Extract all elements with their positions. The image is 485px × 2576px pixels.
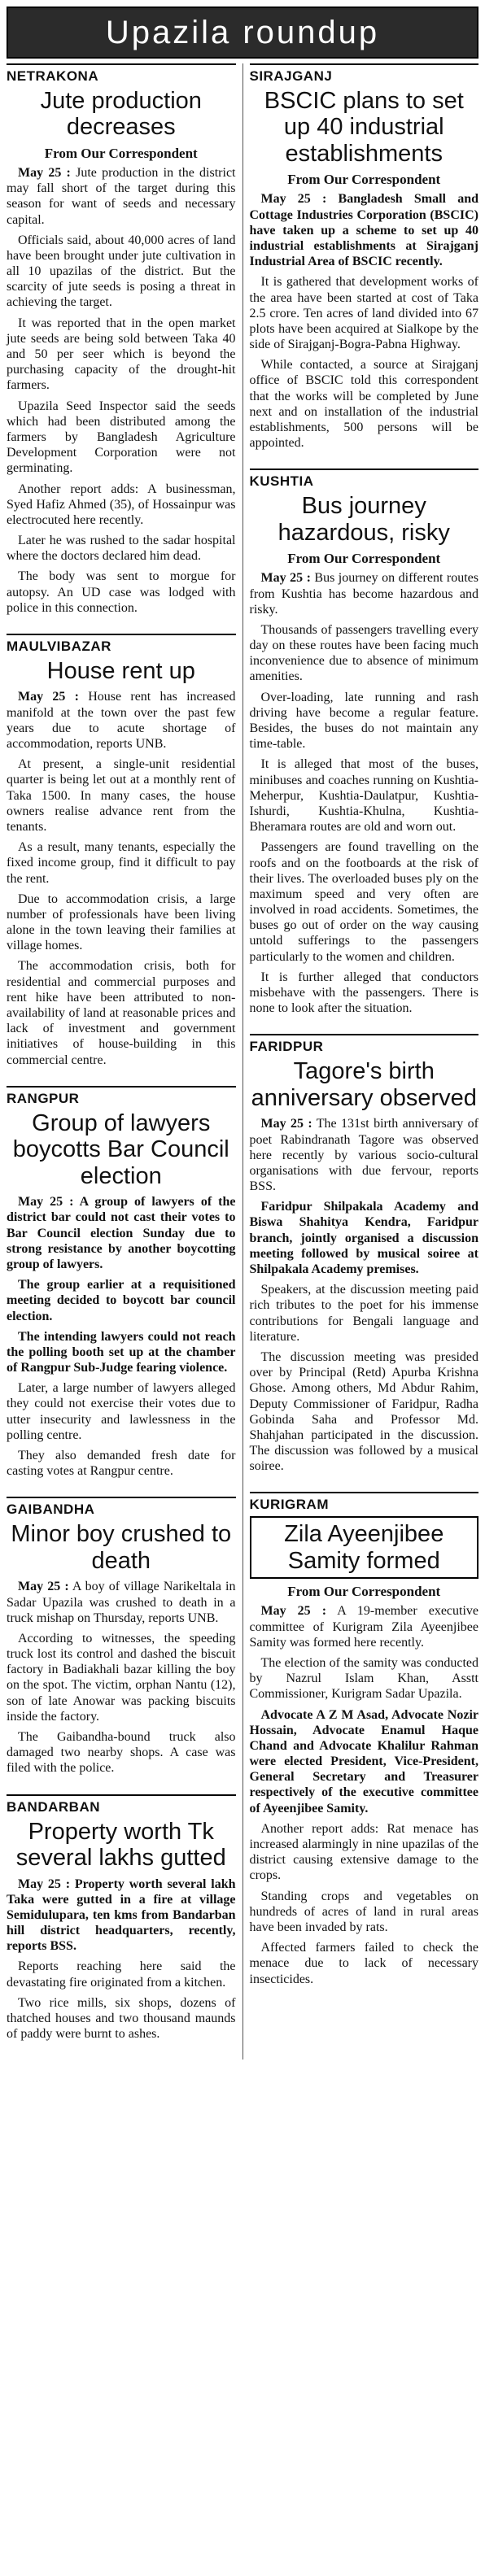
story-kurigram [250, 1492, 479, 1986]
byline: From Our Correspondent [287, 1584, 441, 1600]
headline: House rent up [46, 658, 195, 684]
headline: Jute production decreases [40, 88, 202, 141]
date-label: May 25 : [18, 1580, 69, 1594]
dateline: SIRAJGANJ [250, 63, 479, 85]
paragraph [7, 1380, 236, 1443]
headline: Zila Ayeenjibee Samity formed [250, 1516, 479, 1579]
paragraph [7, 958, 236, 1067]
newspaper-page [0, 7, 485, 2576]
paragraph-text: The accommodation crisis, both for residential and commercial purposes and rent hike have been attributed to non-availability of land at reasonable prices and lack of investment and government initiatives of house-building in this commercial centre. [7, 959, 236, 1067]
paragraph-text: A boy of village Narikeltala in Sadar Upazila was crushed to death in a truck mishap on Thursday, reports UNB. [7, 1580, 236, 1625]
paragraph [250, 1707, 479, 1816]
story-netrakona [7, 63, 236, 616]
paragraph-text: House rent has increased manifold at the town over the past few years due to acute shortage of accommodation, reports UNB. [7, 690, 236, 752]
paragraph-text: Passengers are found travelling on the roofs and on the footboards at the risk of their lives. The overloaded buses ply on the maximum speed and very often are involved in road accidents. Sometimes, the buses go out of order on the way causing untold sufferings to the passengers particularly to the women and children. [249, 840, 478, 964]
paragraph-text: Two rice mills, six shops, dozens of thatched houses and two thousand maunds of paddy were burnt to ashes. [7, 1995, 236, 2042]
paragraph-text: The election of the samity was conducted by Nazrul Islam Khan, Asstt Commissioner, Kurigram Sadar Upazila. [249, 1655, 478, 1702]
story-sirajganj [250, 63, 479, 451]
paragraph-text: Bus journey on different routes from Kushtia has become hazardous and risky. [249, 571, 478, 617]
date-label: May 25 : [260, 571, 311, 586]
paragraph [250, 970, 479, 1017]
paragraph [250, 1940, 479, 1987]
dateline: KURIGRAM [250, 1492, 479, 1513]
date-label: May 25 : [18, 165, 71, 180]
dateline: NETRAKONA [7, 63, 236, 85]
byline: From Our Correspondent [287, 172, 441, 188]
byline: From Our Correspondent [44, 145, 198, 161]
paragraph [7, 1729, 236, 1776]
dateline: GAIBANDHA [7, 1497, 236, 1518]
paragraph [7, 1277, 236, 1324]
dateline: RANGPUR [7, 1086, 236, 1107]
paragraph [7, 1876, 236, 1955]
paragraph [250, 1889, 479, 1936]
paragraph [250, 1282, 479, 1345]
paragraph [250, 570, 479, 617]
paragraph-text: It was reported that in the open market jute seeds are being sold between Taka 40 and 50 per seer which is beyond the purchasing capacity of the drought-hit farmers. [7, 316, 236, 393]
paragraph [7, 1448, 236, 1479]
paragraph [250, 1116, 479, 1194]
paragraph [7, 1959, 236, 1990]
paragraph [250, 1199, 479, 1277]
paragraph-text: It is further alleged that conductors misbehave with the passengers. There is none to look after the situation. [249, 970, 478, 1016]
paragraph-text: The group earlier at a requisitioned meeting decided to boycott bar council election. [7, 1278, 236, 1323]
paragraph [7, 569, 236, 616]
left-column [7, 63, 236, 2059]
story-rangpur [7, 1086, 236, 1480]
headline: Tagore's birth anniversary observed [251, 1058, 477, 1111]
paragraph [7, 482, 236, 529]
headline: BSCIC plans to set up 40 industrial establishments [264, 88, 464, 167]
paragraph-text: Affected farmers failed to check the menace due to lack of necessary insecticides. [249, 1941, 478, 1986]
paragraph-text: The 131st birth anniversary of poet Rabindranath Tagore was observed here recently by various socio-cultural organisations with due fervour, reports BSS. [249, 1117, 478, 1194]
date-label: May 25 : [260, 192, 327, 207]
date-label: May 25 : [18, 1876, 71, 1891]
date-label: May 25 : [18, 1195, 74, 1210]
paragraph-text: Due to accommodation crisis, a large number of professionals have been living alone in the town leaving their families at village homes. [7, 891, 236, 953]
headline: Property worth Tk several lakhs gutted [15, 1818, 226, 1872]
date-label: May 25 : [18, 690, 79, 704]
paragraph-text: Bangladesh Small and Cottage Industries Corporation (BSCIC) have taken up a scheme to set up 40 industrial establishments at Sirajganj Industrial Area of BSCIC recently. [249, 192, 479, 269]
right-column [242, 63, 479, 2059]
paragraph-text: Advocate A Z M Asad, Advocate Nozir Hossain, Advocate Enamul Haque Chand and Advocate Khalilur Rahman were elected President, Vice-President, General Secretary and Treasurer respectively of the executive committee of Ayeenjibee Samity. [249, 1707, 478, 1815]
paragraph-text: At present, a single-unit residential quarter is being let out at a monthly rent of Taka 1500. In many cases, the house owners realise advance rent from the tenants. [7, 757, 236, 834]
headline: Group of lawyers boycotts Bar Council election [12, 1109, 229, 1189]
paragraph [7, 233, 236, 311]
paragraph [7, 533, 236, 564]
date-label: May 25 : [260, 1604, 327, 1619]
paragraph [7, 891, 236, 954]
paragraph-text: They also demanded fresh date for casting votes at Rangpur centre. [7, 1449, 236, 1479]
paragraph-text: Another report adds: A businessman, Syed Hafiz Ahmed (35), of Hossainpur was electrocuted here recently. [7, 482, 236, 527]
paragraph [7, 1329, 236, 1376]
paragraph-text: Property worth several lakh Taka were gutted in a fire at village Semidulupara, ten kms from Bandarban hill district headquarters, recently, reports BSS. [7, 1876, 236, 1954]
paragraph [7, 399, 236, 477]
paragraph [250, 191, 479, 269]
dateline: FARIDPUR [250, 1034, 479, 1055]
paragraph-text: Later, a large number of lawyers alleged they could not exercise their votes due to utter insecurity and lawlessness in the polling centre. [7, 1381, 236, 1442]
paragraph-text: The Gaibandha-bound truck also damaged two nearby shops. A case was filed with the police. [7, 1730, 236, 1776]
paragraph-text: According to witnesses, the speeding truck lost its control and dashed the biscuit factory in Badiakhali bazar killing the boy on the spot. The victim, orphan Nantu (12), son of late Anowar was packing biscuits inside the factory. [7, 1631, 236, 1724]
story-faridpur [250, 1034, 479, 1474]
dateline: BANDARBAN [7, 1794, 236, 1815]
paragraph [7, 1631, 236, 1724]
paragraph [7, 756, 236, 835]
paragraph [250, 1603, 479, 1650]
paragraph-text: Later he was rushed to the sadar hospital where the doctors declared him dead. [7, 534, 236, 564]
paragraph-text: Over-loading, late running and rash driving have become a regular feature. Besides, the buses do not maintain any time-table. [249, 690, 478, 752]
columns [7, 63, 478, 2059]
dateline: KUSHTIA [250, 469, 479, 490]
story-gaibandha [7, 1497, 236, 1776]
section-banner: Upazila roundup [7, 7, 478, 59]
paragraph [250, 756, 479, 835]
paragraph-text: A 19-member executive committee of Kurigram Zila Ayeenjibee Samity was formed here recently. [249, 1604, 479, 1650]
headline: Minor boy crushed to death [11, 1521, 232, 1574]
paragraph [250, 1821, 479, 1884]
paragraph-text: Standing crops and vegetables on hundreds of acres of land in rural areas have been invaded by rats. [249, 1889, 478, 1934]
paragraph [250, 690, 479, 752]
paragraph [7, 316, 236, 394]
byline: From Our Correspondent [287, 551, 441, 567]
paragraph [7, 689, 236, 752]
date-label: May 25 : [260, 1117, 312, 1131]
dateline: MAULVIBAZAR [7, 634, 236, 655]
paragraph [250, 1655, 479, 1702]
paragraph-text: Another report adds: Rat menace has increased alarmingly in nine upazilas of the district causing extensive damage to the crops. [249, 1821, 478, 1883]
paragraph-text: Thousands of passengers travelling every day on these routes have been facing much inconvenience due to absence of minimum amenities. [249, 622, 478, 684]
headline: Bus journey hazardous, risky [277, 493, 450, 546]
paragraph [7, 165, 236, 228]
story-kushtia [250, 469, 479, 1016]
paragraph [250, 274, 479, 352]
paragraph-text: Officials said, about 40,000 acres of land have been brought under jute cultivation in all 10 upazilas of the district. But the scarcity of jute seeds is posing a threat in achieving the target. [7, 233, 236, 310]
paragraph-text: A group of lawyers of the district bar could not cast their votes to Bar Council election Sunday due to strong resistance by another boycotting group of lawyers. [7, 1195, 236, 1271]
paragraph-text: As a result, many tenants, especially the fixed income group, find it difficult to pay the rent. [7, 840, 236, 886]
paragraph-text: The discussion meeting was presided over by Principal (Retd) Apurba Krishna Ghose. Among others, Md Abdur Rahim, Deputy Commissioner of Faridpur, Radha Gobinda Saha and Professor Md. Shahjahan participated in the discussion. The discussion was followed by a musical soiree. [249, 1349, 478, 1474]
paragraph-text: Faridpur Shilpakala Academy and Biswa Shahitya Kendra, Faridpur branch, jointly organised a discussion meeting followed by musical soiree at Shilpakala Academy premises. [249, 1200, 478, 1277]
paragraph [250, 357, 479, 451]
paragraph [7, 1579, 236, 1626]
story-maulvibazar [7, 634, 236, 1068]
paragraph [250, 1349, 479, 1475]
paragraph-text: Jute production in the district may fall short of the target during this season for want of seeds and necessary capital. [7, 165, 236, 227]
paragraph [7, 1995, 236, 2042]
paragraph [250, 839, 479, 965]
paragraph [250, 622, 479, 685]
paragraph-text: The intending lawyers could not reach the polling booth set up at the chamber of Rangpur Sub-Judge fearing violence. [7, 1329, 236, 1375]
paragraph-text: While contacted, a source at Sirajganj office of BSCIC told this correspondent that the works will be completed by June next and on installation of the industrial establishments, 500 persons will be appointed. [249, 358, 478, 451]
paragraph-text: Speakers, at the discussion meeting paid rich tributes to the poet for his immense contributions for Bengali language and literature. [249, 1283, 478, 1344]
paragraph-text: The body was sent to morgue for autopsy. An UD case was lodged with police in this connection. [7, 569, 236, 615]
paragraph [7, 1194, 236, 1272]
story-bandarban [7, 1794, 236, 2042]
paragraph-text: It is alleged that most of the buses, minibuses and coaches running on Kushtia-Meherpur, Kushtia-Daulatpur, Kushtia-Ishurdi, Kushtia-Khulna, Kushtia-Bheramara routes are old and worn out. [249, 757, 478, 835]
paragraph-text: Reports reaching here said the devastating fire originated from a kitchen. [7, 1959, 236, 1990]
paragraph-text: Upazila Seed Inspector said the seeds which had been distributed among the farmers by Bangladesh Agriculture Development Corporation were not germinating. [7, 399, 236, 476]
paragraph-text: It is gathered that development works of the area have been started at cost of Taka 2.5 crore. Ten acres of land divided into 67 plots have been acquired at Sialkope by the side of Sirajganj-Bogra-Pabna Highway. [249, 275, 478, 352]
paragraph [7, 839, 236, 887]
